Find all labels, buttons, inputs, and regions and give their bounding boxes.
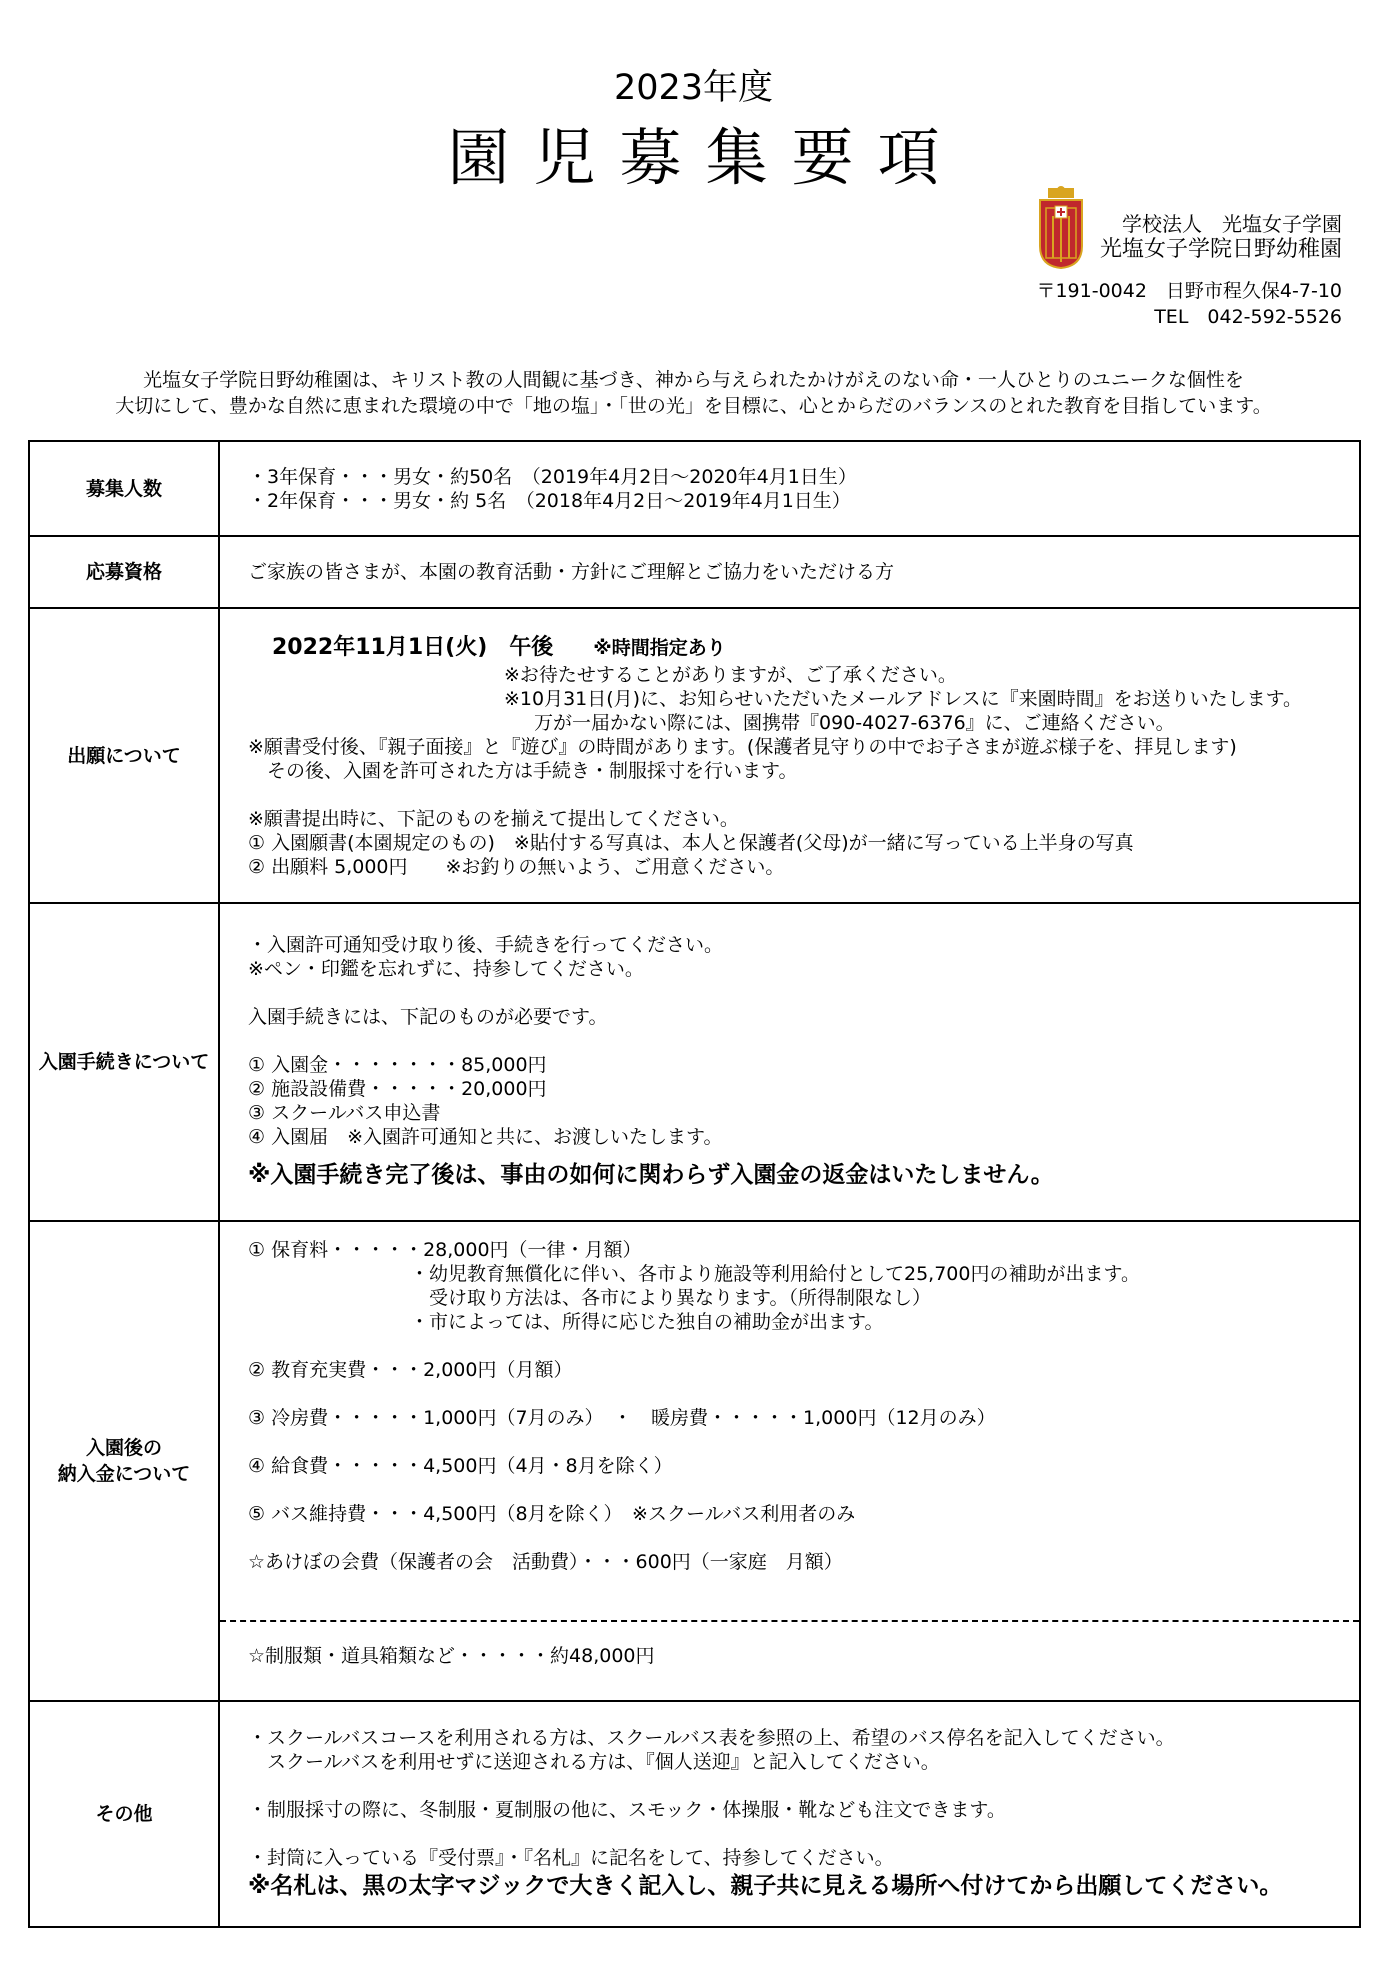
text-line: ・幼児教育無償化に伴い、各市より施設等利用給付として25,700円の補助が出ます。: [410, 1263, 1140, 1285]
text-line: ・封筒に入っている『受付票』・『名札』に記名をして、持参してください。: [248, 1847, 894, 1869]
text-line: ※ペン・印鑑を忘れずに、持参してください。: [248, 958, 644, 980]
text-line: ※10月31日(月)に、お知らせいただいたメールアドレスに『来園時間』をお送りいたします。: [504, 687, 1303, 710]
text-line: 受け取り方法は、各市により異なります。（所得制限なし）: [410, 1287, 931, 1309]
corporation-name: 学校法人 光塩女子学園: [1122, 212, 1342, 236]
row-capacity: [29, 441, 1360, 536]
text-line: ご家族の皆さまが、本園の教育活動・方針にご理解とご協力をいただける方: [248, 561, 895, 583]
school-crest-logo: [1036, 186, 1086, 270]
application-date: 2022年11月1日(火) 午後: [272, 634, 554, 660]
text-line: ・制服採寸の際に、冬制服・夏制服の他に、スモック・体操服・靴なども注文できます。: [248, 1799, 1006, 1821]
row-procedure: [29, 903, 1360, 1221]
label-eligibility: 応募資格: [29, 536, 219, 608]
row-eligibility: [29, 536, 1360, 608]
fee-line: ① 保育料・・・・・28,000円（一律・月額）: [248, 1239, 642, 1261]
contact-address: [1036, 278, 1342, 330]
intro-paragraph: [0, 367, 1387, 419]
text-line: ① 入園願書(本園規定のもの) ※貼付する写真は、本人と保護者(父母)が一緒に写っている上半身の写真: [248, 831, 1134, 854]
text-line: ・3年保育・・・男女・約50名 （2019年4月2日～2020年4月1日生）: [248, 465, 857, 488]
intro-line: 大切にして、豊かな自然に恵まれた環境の中で「地の塩」・「世の光」を目標に、心とからだのバランスのとれた教育を目指しています。: [115, 395, 1272, 417]
text-line: その後、入園を許可された方は手続き・制服採寸を行います。: [248, 759, 798, 782]
text-line: ・市によっては、所得に応じた独自の補助金が出ます。: [410, 1311, 884, 1333]
content-capacity: [219, 441, 1360, 536]
text-line: ② 施設設備費・・・・・20,000円: [248, 1078, 547, 1100]
application-date-note: ※時間指定あり: [593, 636, 726, 659]
kindergarten-name: 光塩女子学院日野幼稚園: [1099, 237, 1342, 262]
label-fees: [29, 1221, 219, 1701]
nametag-warning: ※名札は、黒の太字マジックで大きく記入し、親子共に見える場所へ付けてから出願してください。: [248, 1873, 1283, 1899]
fee-line: ☆制服類・道具箱類など・・・・・約48,000円: [248, 1645, 655, 1667]
label-capacity: 募集人数: [29, 441, 219, 536]
label-line: 入園後の: [85, 1437, 162, 1459]
tel-line: TEL 042-592-5526: [1154, 306, 1342, 328]
content-application: [219, 608, 1360, 903]
application-date-line: [248, 633, 1359, 663]
text-line: ④ 入園届 ※入園許可通知と共に、お渡しいたします。: [248, 1126, 723, 1148]
text-line: スクールバスを利用せずに送迎される方は、『個人送迎』と記入してください。: [248, 1751, 940, 1773]
text-line: ・入園許可通知受け取り後、手続きを行ってください。: [248, 934, 724, 956]
intro-line: 光塩女子学院日野幼稚園は、キリスト教の人間観に基づき、神から与えられたかけがえのない命・一人ひとりのユニークな個性を: [143, 369, 1244, 391]
text-line: 入園手続きには、下記のものが必要です。: [248, 1006, 608, 1028]
text-line: ② 出願料 5,000円 ※お釣りの無いよう、ご用意ください。: [248, 855, 785, 878]
address-line: 〒191-0042 日野市程久保4-7-10: [1036, 280, 1342, 302]
content-eligibility: [219, 536, 1360, 608]
text-line: ③ スクールバス申込書: [248, 1102, 441, 1124]
label-procedure: 入園手続きについて: [29, 903, 219, 1221]
text-line: ・2年保育・・・男女・約 5名 （2018年4月2日～2019年4月1日生）: [248, 489, 851, 512]
fee-line: ② 教育充実費・・・2,000円（月額）: [248, 1359, 573, 1381]
content-other: [219, 1701, 1360, 1927]
content-procedure: [219, 903, 1360, 1221]
page-title: 園児募集要項: [447, 121, 964, 194]
row-application: [29, 608, 1360, 903]
text-line: ① 入園金・・・・・・・85,000円: [248, 1054, 547, 1076]
text-line: ※願書提出時に、下記のものを揃えて提出してください。: [248, 807, 739, 830]
requirements-table: [28, 440, 1361, 1928]
text-line: ※願書受付後、『親子面接』と『遊び』の時間があります。(保護者見守りの中でお子さまが遊ぶ様子を、拝見します): [248, 735, 1237, 758]
row-fees: [29, 1221, 1360, 1701]
text-line: 万が一届かない際には、園携帯『090-4027-6376』に、ご連絡ください。: [534, 711, 1175, 734]
refund-warning: ※入園手続き完了後は、事由の如何に関わらず入園金の返金はいたしません。: [248, 1162, 1054, 1188]
fee-line: ④ 給食費・・・・・4,500円（4月・8月を除く）: [248, 1455, 673, 1477]
content-fees: [219, 1221, 1360, 1701]
label-line: 納入金について: [57, 1463, 191, 1485]
label-other: その他: [29, 1701, 219, 1927]
fee-line: ③ 冷房費・・・・・1,000円（7月のみ） ・ 暖房費・・・・・1,000円（12月のみ）: [248, 1407, 996, 1429]
fee-line: ☆あけぼの会費（保護者の会 活動費）・・・600円（一家庭 月額）: [248, 1551, 843, 1573]
text-line: ※お待たせすることがありますが、ご了承ください。: [504, 663, 957, 686]
fee-line: ⑤ バス維持費・・・4,500円（8月を除く） ※スクールバス利用者のみ: [248, 1503, 856, 1525]
year-heading: 2023年度: [613, 68, 774, 108]
text-line: ・スクールバスコースを利用される方は、スクールバス表を参照の上、希望のバス停名を記入してください。: [248, 1727, 1175, 1749]
row-other: [29, 1701, 1360, 1927]
label-application: 出願について: [29, 608, 219, 903]
